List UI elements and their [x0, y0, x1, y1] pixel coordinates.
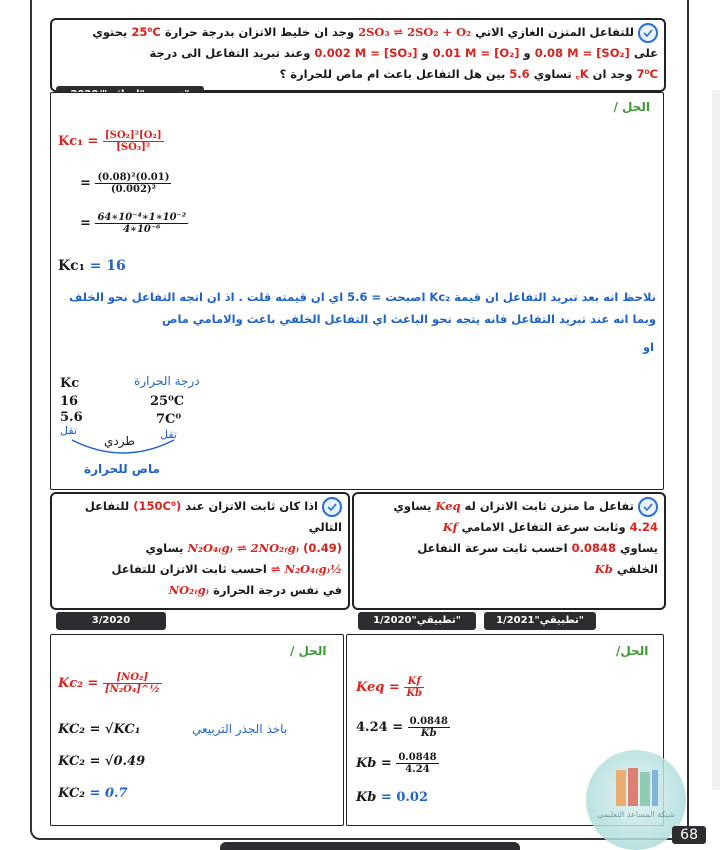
kc2-formula: Kc₂ = $\frac{\text{[NO₂]}}{\text{[N₂O₄]\textasciicircum{}½}}$	[58, 672, 160, 695]
step2-denominator: Kb	[420, 728, 437, 739]
q1-reaction: 2SO₃ ⇌ 2SO₂ + O₂	[358, 25, 472, 39]
q1-text-a: للتفاعل المتزن الغازي الاتي	[475, 25, 634, 39]
q3-exam-tag-1: 1/2020"تطبيقي"	[358, 612, 476, 630]
q1-conc-so2: [SO₂] = 0.08 M	[534, 46, 630, 60]
bottom-decoration	[220, 842, 520, 850]
q1-kc-value: 5.6	[509, 67, 530, 81]
logo-text: شبكة المساعد التعليمي	[596, 810, 676, 819]
solution-2-label: الحل /	[290, 644, 327, 658]
question-1-box	[50, 18, 666, 92]
q1-text-f: وجد ان	[592, 67, 633, 81]
q2-k-value: (0.49)	[303, 541, 342, 555]
q1-and2: و	[421, 46, 429, 60]
question-icon	[322, 497, 342, 517]
table-row1-k: 16	[60, 394, 79, 409]
step3-denominator: 4.24	[405, 764, 430, 775]
q2-exam-tag: 3/2020	[56, 612, 166, 630]
solution-1-label: الحل /	[613, 100, 650, 114]
step2-numerator: 0.0848	[409, 716, 448, 727]
k-decrease-label: تقل	[60, 424, 77, 437]
table-row2-k: 5.6	[60, 410, 83, 425]
table-row1-t: 25⁰C	[150, 394, 185, 409]
publisher-logo	[586, 750, 686, 850]
kc2-step-3: KC₂ = √0.49	[58, 754, 146, 769]
q3-exam-tag-2: 1/2021"تطبيقي"	[484, 612, 596, 630]
q1-conc-so3: [SO₃] = 0.002 M	[314, 46, 418, 60]
q2-text-e: في نفس درجة الحرارة	[213, 583, 342, 597]
kc1-result-value: = 16	[89, 258, 126, 274]
kc2-numerator: [NO₂]	[103, 672, 162, 684]
q2-reaction-2: ½N₂O₄₍g₎ ⇌	[270, 562, 342, 576]
kc1-denominator: [SO₃]²	[116, 142, 151, 153]
book-icon	[586, 758, 686, 818]
question-icon	[638, 497, 658, 517]
kc2-result-value: = 0.7	[89, 786, 128, 801]
keq-numerator: Kf	[404, 676, 424, 688]
step3-denominator: 4∗10⁻⁶	[123, 224, 161, 235]
kc2-step-2: KC₂ = √KC₁	[58, 722, 141, 737]
q3-keq: Keq	[435, 499, 461, 513]
q1-and1: و	[523, 46, 531, 60]
table-row2-t: 7C⁰	[156, 412, 182, 427]
step3-numerator: 0.0848	[398, 752, 437, 763]
q1-text-h: بين هل التفاعل باعث ام ماص للحرارة ؟	[279, 67, 506, 81]
kc2-denominator: [N₂O₄]^½	[104, 684, 160, 695]
solution-1-note-1: نلاحظ انه بعد تبريد التفاعل ان قيمة Kc₂ اصبحت = 5.6 اي ان قيمته قلت . اذ ان اتجه التفاعل نحو الخلف	[68, 290, 656, 304]
t-decrease-label: تقل	[160, 428, 177, 441]
kb-step-3: Kb = $\frac{0.0848}{4.24}$	[356, 752, 437, 775]
step3-numerator: 64∗10⁻⁴∗1∗10⁻²	[97, 212, 187, 223]
square-root-note: باخذ الجذر التربيعي	[192, 722, 288, 736]
q3-value-1: 4.24	[629, 520, 658, 534]
q3-kf: Kf	[442, 520, 458, 534]
q3-text-e: احسب ثابت سرعة التفاعل	[417, 541, 568, 555]
kc1-formula: Kc₁ = $\frac{\text{[SO₂]²[O₂]}}{\text{[SO₃]²}}$	[58, 130, 162, 153]
kc1-step-3: = $\frac{\text{64∗10⁻⁴∗1∗10⁻²}}{\text{4∗10⁻⁶}}$	[80, 212, 187, 235]
table-header-temp: درجة الحرارة	[134, 374, 200, 388]
question-3-box	[352, 492, 666, 610]
q1-text-b: وجد ان خليط الاتزان بدرجة حرارة	[164, 25, 355, 39]
page-edge	[712, 90, 720, 790]
solution-3-label: الحل/	[616, 644, 649, 658]
question-2-box	[50, 492, 350, 610]
q2-reaction: N₂O₄₍g₎ ⇌ 2NO₂₍g₎	[187, 541, 300, 555]
page-number: 68	[672, 826, 706, 844]
kc1-numerator: [SO₂]²[O₂]	[104, 130, 162, 141]
direct-relation-label: طردي	[104, 434, 135, 448]
q1-temp1: 25⁰C	[131, 25, 161, 39]
q3-text-d: يساوي	[619, 541, 658, 555]
q3-text-f: الخلفي	[616, 562, 658, 576]
endothermic-conclusion: ماص للحرارة	[84, 462, 160, 476]
solution-1-note-2: وبما انه عند تبريد التفاعل فانه يتجه نحو الباعث اي التفاعل الخلفي باعث والامامي ماص	[161, 312, 656, 326]
q3-text-a: تفاعل ما متزن ثابت الاتزان له	[464, 499, 634, 513]
question-2-text	[58, 496, 342, 601]
q2-text-a: اذا كان ثابت الاتزان عند	[185, 499, 318, 513]
keq-formula: Keq = $\frac{Kf}{Kb}$	[356, 676, 423, 699]
q1-text-d: على	[633, 46, 658, 60]
q2-text-d: احسب ثابت الاتزان للتفاعل	[111, 562, 267, 576]
q3-text-c: وثابت سرعة التفاعل الامامي	[461, 520, 626, 534]
q1-temp2: 7⁰C	[636, 67, 658, 81]
kb-result: Kb = 0.02	[356, 790, 429, 805]
keq-denominator: Kb	[406, 688, 423, 699]
q1-kc-symbol: K꜀	[575, 67, 589, 81]
q2-temp: (150C⁰)	[133, 499, 182, 513]
q2-text-c: يساوي	[145, 541, 184, 555]
step2-denominator: (0.002)²	[110, 184, 157, 195]
step2-numerator: (0.08)²(0.01)	[97, 172, 170, 183]
question-3-text	[360, 496, 658, 580]
kc2-result: KC₂ = 0.7	[58, 786, 128, 801]
q1-conc-o2: [O₂] = 0.01 M	[432, 46, 520, 60]
q3-kb: Kb	[594, 562, 613, 576]
kb-result-value: = 0.02	[380, 790, 429, 805]
kc1-result: Kc₁ = 16	[58, 258, 126, 274]
q1-text-e: وعند تبريد التفاعل الى درجة	[149, 46, 311, 60]
q3-text-b: يساوي	[393, 499, 432, 513]
solution-1-or: او	[642, 340, 654, 354]
question-1-text	[58, 22, 658, 85]
q1-text-g: تساوي	[533, 67, 572, 81]
kb-step-2: 4.24 = $\frac{0.0848}{Kb}$	[356, 716, 448, 739]
q2-reaction-2b: NO₂₍g₎	[168, 583, 210, 597]
question-icon	[638, 23, 658, 43]
kc1-step-2: = $\frac{\text{(0.08)²(0.01)}}{\text{(0.002)²}}$	[80, 172, 170, 195]
q2-text-b: للتفاعل التالي	[84, 499, 342, 534]
q3-value-2: 0.0848	[571, 541, 616, 555]
table-header-kc: Kc	[60, 376, 80, 391]
q1-text-c: يحتوي	[92, 25, 128, 39]
